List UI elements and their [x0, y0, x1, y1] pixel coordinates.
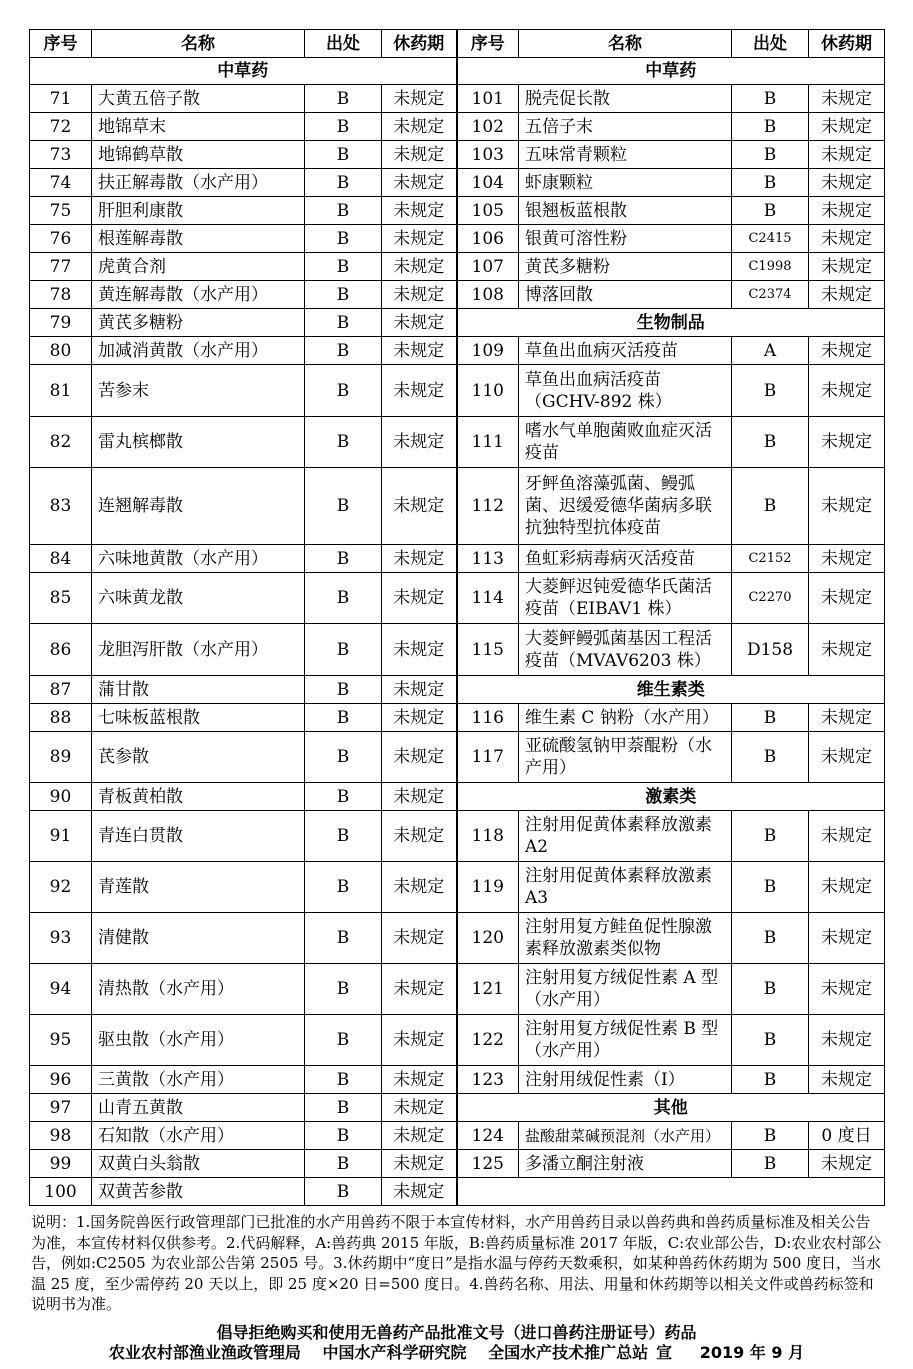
name-cell: 青连白贯散	[92, 811, 305, 862]
num-cell: 124	[457, 1122, 519, 1150]
withdrawal-cell: 未规定	[809, 913, 885, 964]
withdrawal-cell: 未规定	[809, 732, 885, 783]
num-cell: 87	[30, 676, 92, 704]
withdrawal-cell: 未规定	[382, 1122, 457, 1150]
name-cell: 龙胆泻肝散（水产用）	[92, 624, 305, 676]
num-cell: 74	[30, 169, 92, 197]
source-cell: B	[305, 913, 382, 964]
num-cell: 82	[30, 417, 92, 468]
withdrawal-cell: 未规定	[382, 1094, 457, 1122]
name-cell: 鱼虹彩病毒病灭活疫苗	[519, 545, 732, 573]
num-cell: 104	[457, 169, 519, 197]
num-cell: 81	[30, 365, 92, 417]
header-num: 序号	[30, 30, 92, 58]
withdrawal-cell: 未规定	[382, 783, 457, 811]
name-cell: 双黄白头翁散	[92, 1150, 305, 1178]
withdrawal-cell: 未规定	[809, 197, 885, 225]
source-cell: B	[305, 309, 382, 337]
name-cell: 盐酸甜菜碱预混剂（水产用）	[519, 1122, 732, 1150]
name-cell: 根莲解毒散	[92, 225, 305, 253]
source-cell: B	[305, 113, 382, 141]
num-cell: 80	[30, 337, 92, 365]
table-row	[30, 281, 885, 309]
num-cell: 115	[457, 624, 519, 676]
name-cell: 蒲甘散	[92, 676, 305, 704]
withdrawal-cell: 未规定	[382, 417, 457, 468]
num-cell: 106	[457, 225, 519, 253]
withdrawal-cell: 0 度日	[809, 1122, 885, 1150]
source-cell: B	[305, 281, 382, 309]
withdrawal-cell: 未规定	[382, 676, 457, 704]
source-cell: B	[305, 197, 382, 225]
withdrawal-cell: 未规定	[382, 1066, 457, 1094]
source-cell: B	[732, 141, 809, 169]
name-cell: 虎黄合剂	[92, 253, 305, 281]
name-cell: 虾康颗粒	[519, 169, 732, 197]
num-cell: 77	[30, 253, 92, 281]
num-cell: 110	[457, 365, 519, 417]
name-cell: 草鱼出血病活疫苗（GCHV-892 株）	[519, 365, 732, 417]
source-cell: B	[305, 1178, 382, 1206]
source-cell: B	[732, 1015, 809, 1066]
source-cell: B	[732, 85, 809, 113]
source-cell: B	[305, 253, 382, 281]
source-cell: B	[732, 169, 809, 197]
num-cell: 97	[30, 1094, 92, 1122]
source-cell: B	[732, 1066, 809, 1094]
withdrawal-cell: 未规定	[382, 964, 457, 1015]
withdrawal-cell: 未规定	[809, 573, 885, 624]
source-cell: B	[305, 365, 382, 417]
header-withdrawal: 休药期	[809, 30, 885, 58]
source-cell: D158	[732, 624, 809, 676]
withdrawal-cell: 未规定	[809, 811, 885, 862]
num-cell: 93	[30, 913, 92, 964]
name-cell: 三黄散（水产用）	[92, 1066, 305, 1094]
num-cell: 92	[30, 862, 92, 913]
drug-table	[29, 29, 885, 1206]
name-cell: 脱壳促长散	[519, 85, 732, 113]
withdrawal-cell: 未规定	[809, 545, 885, 573]
source-cell: B	[305, 1066, 382, 1094]
source-cell: B	[305, 468, 382, 545]
withdrawal-cell: 未规定	[382, 113, 457, 141]
withdrawal-cell: 未规定	[809, 253, 885, 281]
withdrawal-cell: 未规定	[382, 365, 457, 417]
name-cell: 牙鲆鱼溶藻弧菌、鳗弧菌、迟缓爱德华菌病多联抗独特型抗体疫苗	[519, 468, 732, 545]
name-cell: 草鱼出血病灭活疫苗	[519, 337, 732, 365]
table-row	[30, 225, 885, 253]
footer-org2: 中国水产科学研究院	[322, 1343, 467, 1362]
name-cell: 注射用复方绒促性素 A 型（水产用）	[519, 964, 732, 1015]
num-cell: 108	[457, 281, 519, 309]
name-cell: 黄连解毒散（水产用）	[92, 281, 305, 309]
source-cell: B	[305, 732, 382, 783]
name-cell: 石知散（水产用）	[92, 1122, 305, 1150]
name-cell: 大菱鲆迟钝爱德华氏菌活疫苗（EIBAV1 株）	[519, 573, 732, 624]
name-cell: 银黄可溶性粉	[519, 225, 732, 253]
num-cell: 102	[457, 113, 519, 141]
num-cell: 113	[457, 545, 519, 573]
source-cell: B	[305, 676, 382, 704]
num-cell: 114	[457, 573, 519, 624]
footer-date: 2019 年 9 月	[699, 1343, 805, 1362]
table-row	[30, 253, 885, 281]
name-cell: 青莲散	[92, 862, 305, 913]
withdrawal-cell: 未规定	[809, 337, 885, 365]
source-cell: B	[732, 197, 809, 225]
withdrawal-cell: 未规定	[382, 197, 457, 225]
num-cell: 117	[457, 732, 519, 783]
table-row	[30, 468, 885, 545]
category-cell: 中草药	[457, 58, 885, 85]
header-name: 名称	[92, 30, 305, 58]
withdrawal-cell: 未规定	[809, 862, 885, 913]
name-cell: 博落回散	[519, 281, 732, 309]
num-cell: 84	[30, 545, 92, 573]
source-cell: B	[305, 1122, 382, 1150]
source-cell: B	[305, 783, 382, 811]
num-cell: 120	[457, 913, 519, 964]
table-row	[30, 1178, 885, 1206]
source-cell: B	[305, 545, 382, 573]
num-cell: 85	[30, 573, 92, 624]
name-cell: 苦参末	[92, 365, 305, 417]
num-cell: 109	[457, 337, 519, 365]
source-cell: B	[305, 811, 382, 862]
num-cell: 103	[457, 141, 519, 169]
num-cell: 89	[30, 732, 92, 783]
name-cell: 注射用促黄体素释放激素 A2	[519, 811, 732, 862]
num-cell: 122	[457, 1015, 519, 1066]
source-cell: B	[732, 811, 809, 862]
num-cell: 78	[30, 281, 92, 309]
name-cell: 山青五黄散	[92, 1094, 305, 1122]
empty-cell	[457, 1178, 885, 1206]
source-cell: B	[305, 624, 382, 676]
source-cell: B	[732, 862, 809, 913]
num-cell: 119	[457, 862, 519, 913]
withdrawal-cell: 未规定	[382, 573, 457, 624]
num-cell: 86	[30, 624, 92, 676]
footer-word: 宣	[656, 1343, 673, 1362]
num-cell: 118	[457, 811, 519, 862]
withdrawal-cell: 未规定	[382, 281, 457, 309]
table-row	[30, 141, 885, 169]
source-cell: B	[305, 704, 382, 732]
withdrawal-cell: 未规定	[809, 141, 885, 169]
num-cell: 75	[30, 197, 92, 225]
source-cell: B	[732, 417, 809, 468]
withdrawal-cell: 未规定	[382, 225, 457, 253]
name-cell: 双黄苦参散	[92, 1178, 305, 1206]
source-cell: C2374	[732, 281, 809, 309]
header-row	[30, 30, 885, 58]
name-cell: 连翘解毒散	[92, 468, 305, 545]
source-cell: B	[305, 417, 382, 468]
category-cell: 其他	[457, 1094, 885, 1122]
name-cell: 五倍子末	[519, 113, 732, 141]
table-row	[30, 783, 885, 811]
table-row	[30, 545, 885, 573]
name-cell: 银翘板蓝根散	[519, 197, 732, 225]
source-cell: B	[305, 85, 382, 113]
table-row	[30, 365, 885, 417]
name-cell: 多潘立酮注射液	[519, 1150, 732, 1178]
name-cell: 黄芪多糖粉	[519, 253, 732, 281]
table-row	[30, 58, 885, 85]
name-cell: 驱虫散（水产用）	[92, 1015, 305, 1066]
name-cell: 地锦草末	[92, 113, 305, 141]
table-row	[30, 309, 885, 337]
banner: 倡导拒绝购买和使用无兽药产品批准文号（进口兽药注册证号）药品	[216, 1323, 697, 1342]
table-row	[30, 1150, 885, 1178]
withdrawal-cell: 未规定	[809, 468, 885, 545]
name-cell: 加减消黄散（水产用）	[92, 337, 305, 365]
source-cell: B	[305, 1150, 382, 1178]
source-cell: B	[732, 964, 809, 1015]
withdrawal-cell: 未规定	[809, 113, 885, 141]
name-cell: 黄芪多糖粉	[92, 309, 305, 337]
withdrawal-cell: 未规定	[382, 913, 457, 964]
name-cell: 注射用绒促性素（I）	[519, 1066, 732, 1094]
source-cell: B	[732, 365, 809, 417]
source-cell: B	[732, 732, 809, 783]
header-source: 出处	[305, 30, 382, 58]
table-row	[30, 676, 885, 704]
withdrawal-cell: 未规定	[382, 545, 457, 573]
source-cell: B	[732, 1150, 809, 1178]
source-cell: B	[305, 1015, 382, 1066]
withdrawal-cell: 未规定	[382, 862, 457, 913]
table-row	[30, 197, 885, 225]
name-cell: 地锦鹤草散	[92, 141, 305, 169]
withdrawal-cell: 未规定	[809, 704, 885, 732]
category-cell: 维生素类	[457, 676, 885, 704]
num-cell: 79	[30, 309, 92, 337]
name-cell: 扶正解毒散（水产用）	[92, 169, 305, 197]
table-row	[30, 113, 885, 141]
table-row	[30, 964, 885, 1015]
num-cell: 105	[457, 197, 519, 225]
num-cell: 99	[30, 1150, 92, 1178]
footer-org3: 全国水产技术推广总站	[488, 1343, 649, 1362]
footer	[0, 1340, 913, 1363]
withdrawal-cell: 未规定	[809, 417, 885, 468]
num-cell: 96	[30, 1066, 92, 1094]
table-row	[30, 1015, 885, 1066]
table-row	[30, 573, 885, 624]
num-cell: 83	[30, 468, 92, 545]
table-row	[30, 1094, 885, 1122]
source-cell: B	[305, 1094, 382, 1122]
source-cell: C2270	[732, 573, 809, 624]
withdrawal-cell: 未规定	[382, 704, 457, 732]
header-withdrawal: 休药期	[382, 30, 457, 58]
num-cell: 111	[457, 417, 519, 468]
source-cell: B	[305, 141, 382, 169]
source-cell: B	[732, 113, 809, 141]
name-cell: 注射用促黄体素释放激素 A3	[519, 862, 732, 913]
withdrawal-cell: 未规定	[809, 365, 885, 417]
withdrawal-cell: 未规定	[382, 85, 457, 113]
name-cell: 大菱鲆鳗弧菌基因工程活疫苗（MVAV6203 株）	[519, 624, 732, 676]
num-cell: 116	[457, 704, 519, 732]
name-cell: 青板黄柏散	[92, 783, 305, 811]
name-cell: 五味常青颗粒	[519, 141, 732, 169]
withdrawal-cell: 未规定	[809, 169, 885, 197]
name-cell: 维生素 C 钠粉（水产用）	[519, 704, 732, 732]
withdrawal-cell: 未规定	[382, 337, 457, 365]
table-row	[30, 624, 885, 676]
withdrawal-cell: 未规定	[382, 811, 457, 862]
num-cell: 98	[30, 1122, 92, 1150]
num-cell: 90	[30, 783, 92, 811]
category-cell: 激素类	[457, 783, 885, 811]
withdrawal-cell: 未规定	[382, 169, 457, 197]
source-cell: B	[732, 468, 809, 545]
source-cell: B	[305, 862, 382, 913]
header-source: 出处	[732, 30, 809, 58]
table-row	[30, 811, 885, 862]
source-cell: A	[732, 337, 809, 365]
table-row	[30, 1066, 885, 1094]
source-cell: C2152	[732, 545, 809, 573]
withdrawal-cell: 未规定	[382, 1150, 457, 1178]
withdrawal-cell: 未规定	[809, 1066, 885, 1094]
table-row	[30, 913, 885, 964]
withdrawal-cell: 未规定	[809, 85, 885, 113]
table-row	[30, 169, 885, 197]
num-cell: 107	[457, 253, 519, 281]
name-cell: 嗜水气单胞菌败血症灭活疫苗	[519, 417, 732, 468]
num-cell: 71	[30, 85, 92, 113]
withdrawal-cell: 未规定	[382, 468, 457, 545]
name-cell: 大黄五倍子散	[92, 85, 305, 113]
source-cell: B	[732, 1122, 809, 1150]
num-cell: 72	[30, 113, 92, 141]
source-cell: B	[305, 169, 382, 197]
num-cell: 101	[457, 85, 519, 113]
name-cell: 雷丸槟榔散	[92, 417, 305, 468]
num-cell: 95	[30, 1015, 92, 1066]
num-cell: 76	[30, 225, 92, 253]
num-cell: 123	[457, 1066, 519, 1094]
name-cell: 亚硫酸氢钠甲萘醌粉（水产用）	[519, 732, 732, 783]
withdrawal-cell: 未规定	[382, 141, 457, 169]
num-cell: 125	[457, 1150, 519, 1178]
withdrawal-cell: 未规定	[809, 964, 885, 1015]
name-cell: 清热散（水产用）	[92, 964, 305, 1015]
category-cell: 中草药	[30, 58, 457, 85]
name-cell: 芪参散	[92, 732, 305, 783]
source-cell: B	[732, 913, 809, 964]
name-cell: 七味板蓝根散	[92, 704, 305, 732]
footer-org1: 农业农村部渔业渔政管理局	[108, 1343, 301, 1362]
name-cell: 清健散	[92, 913, 305, 964]
notes: 说明：1.国务院兽医行政管理部门已批准的水产用兽药不限于本宣传材料，水产用兽药目录以兽药典和兽药质量标准及相关公告为准，本宣传材料仅供参考。2.代码解释，A:兽药典 2015 年版，B:兽药质量标准 2017 年版，C:农业部公告，D:农业农村部公告，例如:C2505 为农业部公告第 2505 号。3.休药期中“度日”是指水温与停药天数乘积，如某种兽药休药期为 500 度日，当水温 25 度，至少需停药 20 天以上，即 25 度×20 日=500 度日。4.兽药名称、用法、用量和休药期等以相关文件或兽药标签和说明书为准。	[31, 1213, 882, 1313]
name-cell: 注射用复方鲑鱼促性腺激素释放激素类似物	[519, 913, 732, 964]
source-cell: B	[305, 337, 382, 365]
withdrawal-cell: 未规定	[382, 1015, 457, 1066]
withdrawal-cell: 未规定	[809, 1015, 885, 1066]
source-cell: B	[305, 964, 382, 1015]
withdrawal-cell: 未规定	[809, 281, 885, 309]
name-cell: 六味地黄散（水产用）	[92, 545, 305, 573]
withdrawal-cell: 未规定	[809, 225, 885, 253]
table-row	[30, 417, 885, 468]
name-cell: 六味黄龙散	[92, 573, 305, 624]
table-row	[30, 732, 885, 783]
name-cell: 肝胆利康散	[92, 197, 305, 225]
withdrawal-cell: 未规定	[382, 732, 457, 783]
source-cell: B	[732, 704, 809, 732]
withdrawal-cell: 未规定	[382, 253, 457, 281]
table-row	[30, 704, 885, 732]
table-row	[30, 1122, 885, 1150]
withdrawal-cell: 未规定	[382, 624, 457, 676]
num-cell: 94	[30, 964, 92, 1015]
name-cell: 注射用复方绒促性素 B 型（水产用）	[519, 1015, 732, 1066]
table-row	[30, 337, 885, 365]
source-cell: C1998	[732, 253, 809, 281]
header-num: 序号	[457, 30, 519, 58]
withdrawal-cell: 未规定	[809, 624, 885, 676]
num-cell: 121	[457, 964, 519, 1015]
num-cell: 112	[457, 468, 519, 545]
header-name: 名称	[519, 30, 732, 58]
table-row	[30, 862, 885, 913]
table-row	[30, 85, 885, 113]
num-cell: 91	[30, 811, 92, 862]
withdrawal-cell: 未规定	[382, 1178, 457, 1206]
source-cell: B	[305, 573, 382, 624]
source-cell: B	[305, 225, 382, 253]
num-cell: 100	[30, 1178, 92, 1206]
category-cell: 生物制品	[457, 309, 885, 337]
num-cell: 88	[30, 704, 92, 732]
source-cell: C2415	[732, 225, 809, 253]
withdrawal-cell: 未规定	[382, 309, 457, 337]
num-cell: 73	[30, 141, 92, 169]
withdrawal-cell: 未规定	[809, 1150, 885, 1178]
